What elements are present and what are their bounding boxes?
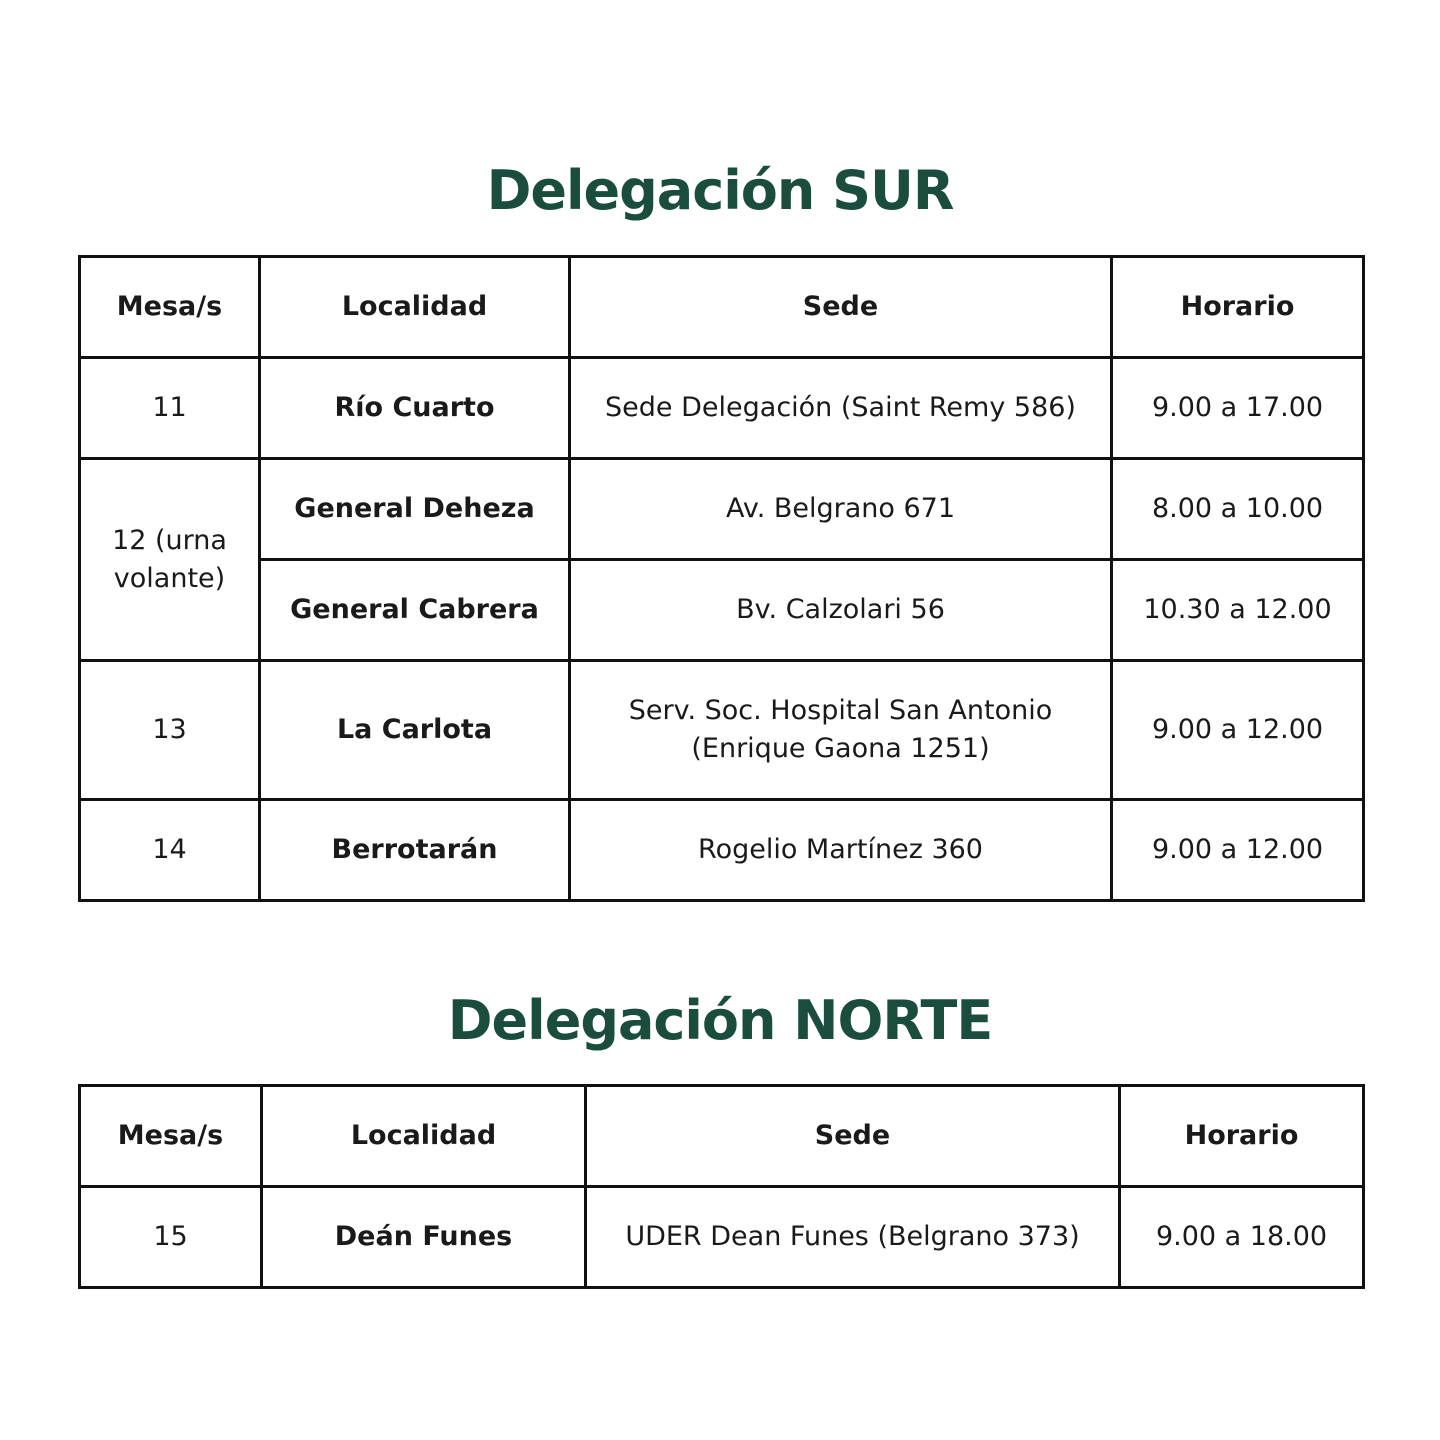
cell-horario: 9.00 a 17.00 [1112,358,1364,459]
cell-localidad: La Carlota [260,661,570,800]
cell-mesa: 12 (urna volante) [80,459,260,661]
header-mesa: Mesa/s [80,1086,262,1187]
cell-mesa: 11 [80,358,260,459]
cell-localidad: Deán Funes [262,1187,586,1288]
cell-localidad: Río Cuarto [260,358,570,459]
norte-title: Delegación NORTE [447,989,993,1052]
table-header-row [80,257,1364,358]
table-row [80,459,1364,560]
cell-localidad: General Cabrera [260,560,570,661]
header-mesa: Mesa/s [80,257,260,358]
cell-mesa: 13 [80,661,260,800]
cell-localidad: Berrotarán [260,800,570,901]
norte-table [78,1084,1365,1289]
header-localidad: Localidad [260,257,570,358]
sur-title: Delegación SUR [486,159,954,222]
table-row [80,358,1364,459]
header-localidad: Localidad [262,1086,586,1187]
table-row [80,661,1364,800]
cell-sede: UDER Dean Funes (Belgrano 373) [586,1187,1120,1288]
header-sede: Sede [570,257,1112,358]
cell-horario: 9.00 a 12.00 [1112,661,1364,800]
header-horario: Horario [1120,1086,1364,1187]
cell-sede: Rogelio Martínez 360 [570,800,1112,901]
cell-horario: 9.00 a 12.00 [1112,800,1364,901]
table-row [80,800,1364,901]
header-sede: Sede [586,1086,1120,1187]
table-row [80,1187,1364,1288]
cell-sede: Sede Delegación (Saint Remy 586) [570,358,1112,459]
cell-sede: Bv. Calzolari 56 [570,560,1112,661]
table-header-row [80,1086,1364,1187]
table-row [80,560,1364,661]
cell-horario: 9.00 a 18.00 [1120,1187,1364,1288]
header-horario: Horario [1112,257,1364,358]
cell-horario: 8.00 a 10.00 [1112,459,1364,560]
cell-horario: 10.30 a 12.00 [1112,560,1364,661]
sur-table [78,255,1365,902]
cell-localidad: General Deheza [260,459,570,560]
cell-sede: Serv. Soc. Hospital San Antonio (Enrique Gaona 1251) [570,661,1112,800]
cell-mesa: 14 [80,800,260,901]
cell-sede: Av. Belgrano 671 [570,459,1112,560]
cell-mesa: 15 [80,1187,262,1288]
